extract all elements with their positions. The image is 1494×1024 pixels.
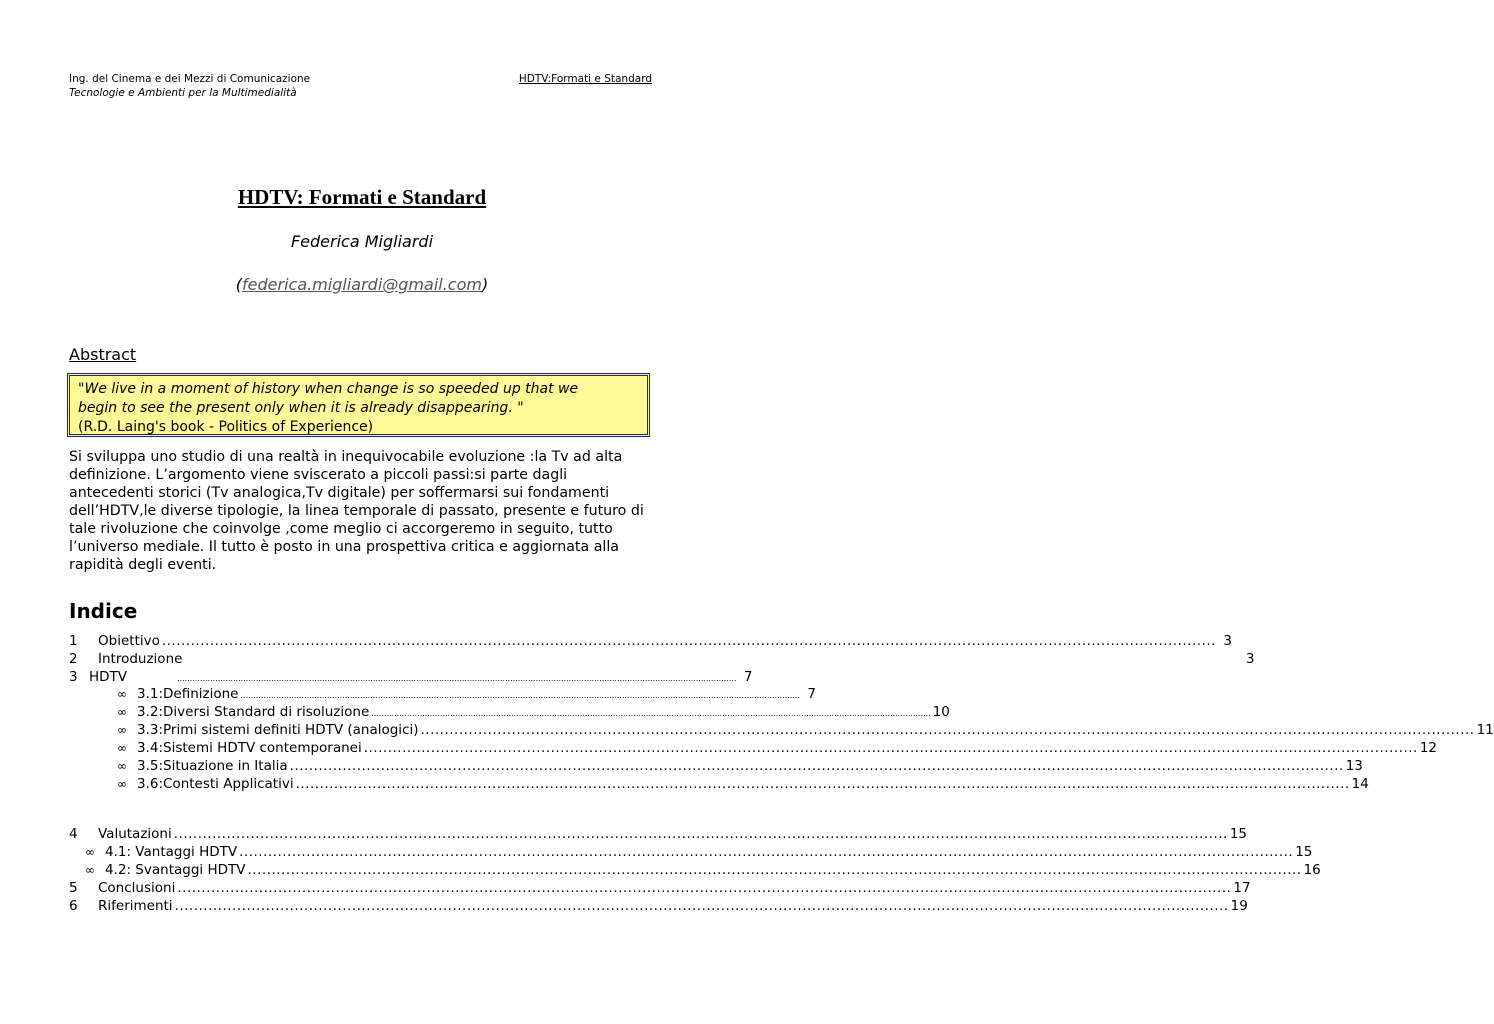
toc-entry-page: 3 — [1223, 633, 1232, 649]
toc-entry[interactable] — [69, 669, 753, 687]
toc-entry-label: 3.1:Definizione — [137, 686, 239, 702]
toc-entry-label: Introduzione — [98, 651, 183, 667]
toc-entry-number: 4 — [69, 826, 78, 842]
quote-line: begin to see the present only when it is already disappearing. " — [78, 400, 524, 416]
toc-entry-page: 16 — [1303, 862, 1321, 878]
toc-leader-dots: ............................................................................................................................................................................................................................ — [420, 722, 1475, 738]
toc-entry-label: HDTV — [89, 669, 128, 685]
toc-entry[interactable] — [69, 776, 1369, 794]
toc-entry[interactable] — [69, 704, 950, 722]
index-heading: Indice — [69, 599, 138, 623]
running-header-left — [69, 72, 310, 100]
document-title-text: HDTV: Formati e Standard — [237, 185, 487, 209]
toc-entry[interactable] — [69, 722, 1494, 740]
toc-entry[interactable] — [69, 686, 816, 704]
toc-entry-page: 15 — [1229, 826, 1248, 842]
infinity-bullet-icon: ∞ — [117, 759, 127, 773]
infinity-bullet-icon: ∞ — [117, 687, 127, 701]
toc-entry-page: 12 — [1419, 740, 1437, 756]
toc-entry-label: 3.6:Contesti Applicativi — [137, 776, 294, 792]
infinity-bullet-icon: ∞ — [117, 705, 127, 719]
abstract-heading: Abstract — [69, 345, 137, 364]
toc-leader-dots: ............................................................................................................................................................................................................................ — [161, 633, 1216, 649]
toc-entry-label: 3.4:Sistemi HDTV contemporanei — [137, 740, 362, 756]
infinity-bullet-icon: ∞ — [117, 723, 127, 737]
infinity-bullet-icon: ∞ — [85, 845, 95, 859]
toc-entry[interactable] — [69, 651, 1255, 669]
toc-entry-page: 7 — [807, 686, 816, 702]
toc-entry-label: Valutazioni — [98, 826, 172, 842]
toc-entry-page: 14 — [1351, 776, 1369, 792]
header-course: Ing. del Cinema e dei Mezzi di Comunicazione — [69, 73, 311, 85]
toc-entry-page: 13 — [1345, 758, 1363, 774]
infinity-bullet-icon: ∞ — [117, 741, 127, 755]
email-close-paren: ) — [481, 275, 489, 294]
toc-leader-dots: ............................................................................................................................................................................................................................ — [363, 740, 1418, 756]
infinity-bullet-icon: ∞ — [117, 777, 127, 791]
author-name: Federica Migliardi — [290, 232, 434, 251]
toc-entry[interactable] — [69, 758, 1363, 776]
toc-leader-dots: ............................................................................................................................................................................................................................ — [173, 826, 1228, 842]
toc-leader-dots: ............................................................................................................................................................................................................................ — [177, 674, 737, 683]
quote-line: "We live in a moment of history when change is so speeded up that we — [78, 381, 579, 397]
toc-leader-dots: ............................................................................................................................................................................................................................ — [239, 844, 1294, 860]
toc-entry-page: 17 — [1233, 880, 1251, 896]
quote-box — [67, 373, 650, 437]
toc-entry-page: 10 — [932, 704, 950, 720]
author-email-line — [0, 275, 724, 294]
email-link[interactable]: federica.migliardi@gmail.com — [242, 275, 482, 294]
toc-entry-number: 2 — [69, 651, 78, 667]
toc-leader-dots: ............................................................................................................................................................................................................................ — [247, 862, 1302, 878]
toc-entry-label: Riferimenti — [98, 898, 173, 914]
toc-entry-page: 3 — [1245, 651, 1255, 667]
toc-entry-label: 3.2:Diversi Standard di risoluzione — [137, 704, 370, 720]
toc-entry-label: 3.5:Situazione in Italia — [137, 758, 288, 774]
running-header-right: HDTV:Formati e Standard — [518, 73, 652, 85]
toc-entry[interactable] — [69, 844, 1313, 862]
toc-entry[interactable] — [69, 862, 1321, 880]
toc-entry-page: 11 — [1476, 722, 1494, 738]
toc-entry[interactable] — [69, 898, 1248, 916]
toc-leader-dots: ............................................................................................................................................................................................................................ — [371, 709, 931, 718]
toc-entry-number: 3 — [69, 669, 78, 685]
toc-entry-page: 19 — [1230, 898, 1248, 914]
toc-leader-dots: ............................................................................................................................................................................................................................ — [240, 691, 800, 700]
toc-entry-number: 6 — [69, 898, 78, 914]
toc-entry[interactable] — [69, 826, 1248, 844]
toc-entry-label: Obiettivo — [98, 633, 160, 649]
toc-entry-label: 4.1: Vantaggi HDTV — [105, 844, 238, 860]
toc-entry-label: 3.3:Primi sistemi definiti HDTV (analogici) — [137, 722, 419, 738]
toc-leader-dots: ............................................................................................................................................................................................................................ — [174, 898, 1229, 914]
toc-entry-number: 1 — [69, 633, 78, 649]
quote-attribution: (R.D. Laing's book - Politics of Experience) — [78, 419, 374, 435]
toc-entry-number: 5 — [69, 880, 78, 896]
infinity-bullet-icon: ∞ — [85, 863, 95, 877]
toc-entry-label: 4.2: Svantaggi HDTV — [105, 862, 246, 878]
document-title — [0, 185, 724, 210]
toc-entry-label: Conclusioni — [98, 880, 176, 896]
toc-entry[interactable] — [69, 880, 1251, 898]
toc-entry-page: 7 — [743, 669, 753, 685]
toc-leader-dots: ............................................................................................................................................................................................................................ — [295, 776, 1350, 792]
toc-leader-dots: ............................................................................................................................................................................................................................ — [177, 880, 1232, 896]
abstract-body: Si sviluppa uno studio di una realtà in inequivocabile evoluzione :la Tv ad alta definizione. L’argomento viene sviscerato a piccoli passi:si parte dagli antecedenti storici (Tv analogica,Tv digitale) per soffermarsi sui fondamenti dell’HDTV,le diverse tipologie, la linea temporale di passato, presente e futuro di tale rivoluzione che coinvolge ,come meglio ci accorgeremo in seguito, tutto l’universo mediale. Il tutto è posto in una prospettiva critica e aggiornata alla rapidità degli eventi. — [69, 449, 644, 573]
toc-entry[interactable] — [69, 633, 1232, 651]
toc-leader-dots: ............................................................................................................................................................................................................................ — [289, 758, 1344, 774]
email-open-paren: ( — [235, 275, 243, 294]
header-subtitle: Tecnologie e Ambienti per la Multimedialità — [69, 87, 297, 99]
toc-entry[interactable] — [69, 740, 1437, 758]
toc-entry-page: 15 — [1295, 844, 1313, 860]
